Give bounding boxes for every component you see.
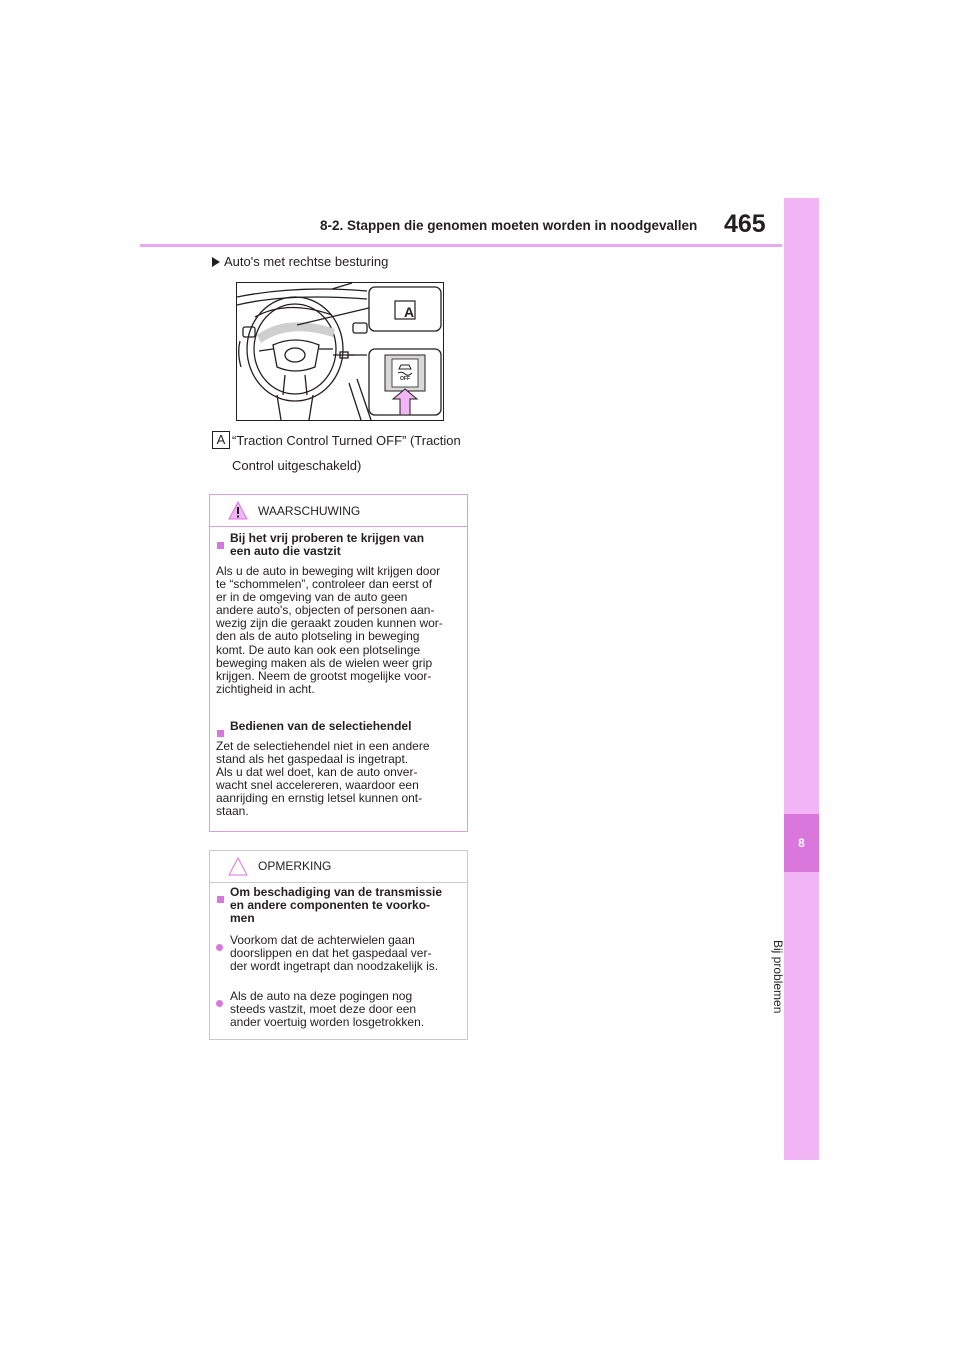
variant-label: Auto's met rechtse besturing	[224, 254, 389, 269]
warning-section1-body	[216, 565, 443, 696]
chapter-number: 8	[798, 836, 805, 850]
notice-section-title	[230, 886, 442, 925]
warning-section1-title-line2: een auto die vastzit	[230, 544, 341, 558]
text-line: Als de auto na deze pogingen nog	[230, 989, 413, 1003]
chapter-side-band	[784, 198, 819, 1160]
text-line: staan.	[216, 804, 249, 819]
caption-line-2: Control uitgeschakeld)	[232, 458, 362, 473]
round-bullet-icon	[216, 994, 223, 1012]
chapter-name: Bij problemen	[771, 940, 785, 1014]
text-line: der wordt ingetrapt dan noodzakelijk is.	[230, 959, 439, 974]
notice-bullet-2	[230, 990, 424, 1029]
round-bullet-icon	[216, 938, 223, 956]
caution-triangle-icon	[228, 857, 248, 876]
text-line: krijgen. Neem de grootst mogelijke voor-	[216, 668, 432, 683]
notice-header	[210, 851, 467, 883]
callout-a-label: A	[403, 304, 415, 320]
dashboard-illustration	[236, 282, 444, 421]
warning-section2-body	[216, 740, 430, 819]
warning-triangle-icon	[228, 501, 248, 520]
text-line: andere auto's, objecten of personen aan-	[216, 603, 435, 618]
text-line: er in de omgeving van de auto geen	[216, 590, 408, 605]
text-line: Als u de auto in beweging wilt krijgen door	[216, 564, 441, 578]
text-line: Als u dat wel doet, kan de auto onver-	[216, 765, 418, 780]
text-line: aanrijding en ernstig letsel kunnen ont-	[216, 791, 423, 806]
header-rule	[140, 244, 782, 247]
off-button-label: OFF	[400, 376, 410, 382]
text-line: Om beschadiging van de transmissie	[230, 885, 443, 899]
text-line: beweging maken als de wielen weer grip	[216, 655, 433, 670]
page-number: 465	[724, 210, 766, 238]
caption-line-1: “Traction Control Turned OFF” (Traction	[232, 433, 461, 448]
warning-title: WAARSCHUWING	[258, 504, 361, 518]
text-line: zichtigheid in acht.	[216, 681, 315, 696]
text-line: Voorkom dat de achterwielen gaan	[230, 933, 415, 947]
text-line: te “schommelen”, controleer dan eerst of	[216, 577, 433, 592]
notice-box	[209, 850, 468, 1040]
notice-title: OPMERKING	[258, 859, 332, 873]
text-line: wezig zijn die geraakt zouden kunnen wor-	[216, 616, 443, 631]
text-line: en andere componenten te voorko-	[230, 898, 431, 912]
square-bullet-icon	[217, 890, 224, 908]
warning-section1-title-line1: Bij het vrij proberen te krijgen van	[230, 531, 425, 545]
text-line: wacht snel accelereren, waardoor een	[216, 778, 419, 793]
warning-section2-title: Bedienen van de selectiehendel	[230, 719, 412, 733]
text-line: komt. De auto kan ook een plotselinge	[216, 642, 421, 657]
text-line: Zet de selectiehendel niet in een andere	[216, 739, 430, 753]
warning-header	[210, 495, 467, 527]
text-line: den als de auto plotseling in beweging	[216, 629, 420, 644]
notice-bullet-1	[230, 934, 438, 973]
caption-label-box: A	[212, 431, 230, 449]
text-line: stand als het gaspedaal is ingetrapt.	[216, 752, 409, 767]
section-title: 8-2. Stappen die genomen moeten worden in noodgevallen	[320, 218, 698, 233]
text-line: men	[230, 911, 255, 925]
text-line: steeds vastzit, moet deze door een	[230, 1002, 417, 1017]
text-line: ander voertuig worden losgetrokken.	[230, 1015, 425, 1030]
text-line: doorslippen en dat het gaspedaal ver-	[230, 946, 432, 961]
warning-box	[209, 494, 468, 832]
triangle-bullet-icon	[212, 257, 220, 267]
square-bullet-icon	[217, 536, 224, 554]
